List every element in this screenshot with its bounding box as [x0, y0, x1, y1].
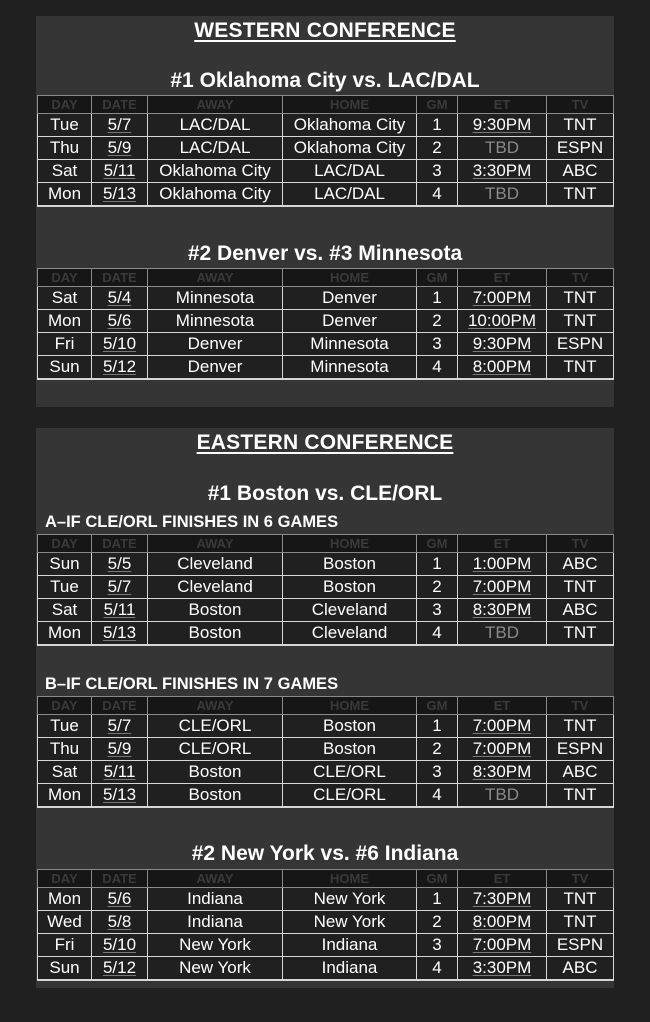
series-title: #2 New York vs. #6 Indiana	[191, 842, 459, 865]
column-header-date: DATE	[92, 96, 148, 114]
cell-tv: ESPN	[547, 137, 614, 160]
scenario-label: B–IF CLE/ORL FINISHES IN 7 GAMES	[45, 675, 339, 693]
cell-away: Oklahoma City	[148, 160, 283, 183]
cell-date: 5/13	[92, 183, 148, 207]
cell-home: Oklahoma City	[283, 114, 417, 137]
header-row	[38, 96, 614, 114]
table-row	[38, 738, 614, 761]
cell-tv: TNT	[547, 888, 614, 911]
header-row	[38, 870, 614, 888]
cell-date: 5/6	[92, 310, 148, 333]
western-conference-panel	[36, 16, 614, 407]
cell-day: Mon	[38, 310, 92, 333]
cell-date: 5/12	[92, 356, 148, 380]
cell-date: 5/11	[92, 160, 148, 183]
cell-date: 5/9	[92, 137, 148, 160]
cell-home: Oklahoma City	[283, 137, 417, 160]
cell-away: Denver	[148, 333, 283, 356]
cell-et: 9:30PM	[458, 333, 547, 356]
cell-et: 7:00PM	[458, 738, 547, 761]
cell-gm: 3	[417, 599, 458, 622]
cell-gm: 1	[417, 114, 458, 137]
table-row	[38, 137, 614, 160]
cell-date: 5/10	[92, 333, 148, 356]
cell-home: Boston	[283, 576, 417, 599]
column-header-tv: TV	[547, 535, 614, 553]
cell-away: Cleveland	[148, 553, 283, 576]
table-row	[38, 576, 614, 599]
column-header-day: DAY	[38, 535, 92, 553]
cell-date: 5/5	[92, 553, 148, 576]
cell-home: Boston	[283, 553, 417, 576]
cell-gm: 3	[417, 934, 458, 957]
cell-away: Boston	[148, 784, 283, 808]
cell-home: New York	[283, 888, 417, 911]
column-header-away: AWAY	[148, 96, 283, 114]
cell-day: Sat	[38, 160, 92, 183]
cell-date: 5/7	[92, 576, 148, 599]
cell-day: Fri	[38, 934, 92, 957]
table-row	[38, 183, 614, 207]
column-header-et: ET	[458, 697, 547, 715]
cell-tv: TNT	[547, 911, 614, 934]
conference-title: EASTERN CONFERENCE	[196, 431, 454, 454]
column-header-gm: GM	[417, 96, 458, 114]
header-row	[38, 697, 614, 715]
column-header-date: DATE	[92, 870, 148, 888]
series-title: #1 Oklahoma City vs. LAC/DAL	[170, 69, 480, 92]
column-header-date: DATE	[92, 269, 148, 287]
cell-day: Thu	[38, 137, 92, 160]
column-header-home: HOME	[283, 697, 417, 715]
cell-et: 9:30PM	[458, 114, 547, 137]
cell-home: Denver	[283, 287, 417, 310]
cell-date: 5/10	[92, 934, 148, 957]
cell-et: 7:30PM	[458, 888, 547, 911]
cell-et: TBD	[458, 784, 547, 808]
header-row	[38, 535, 614, 553]
cell-date: 5/6	[92, 888, 148, 911]
cell-et: 7:00PM	[458, 715, 547, 738]
cell-date: 5/13	[92, 622, 148, 646]
column-header-home: HOME	[283, 269, 417, 287]
cell-gm: 2	[417, 310, 458, 333]
cell-date: 5/13	[92, 784, 148, 808]
cell-gm: 4	[417, 622, 458, 646]
table-row	[38, 333, 614, 356]
cell-et: 8:30PM	[458, 761, 547, 784]
table-row	[38, 784, 614, 808]
cell-home: Boston	[283, 715, 417, 738]
cell-away: Cleveland	[148, 576, 283, 599]
cell-gm: 3	[417, 160, 458, 183]
cell-et: 3:30PM	[458, 160, 547, 183]
cell-date: 5/7	[92, 114, 148, 137]
cell-gm: 1	[417, 553, 458, 576]
column-header-away: AWAY	[148, 870, 283, 888]
cell-away: Boston	[148, 761, 283, 784]
cell-home: Indiana	[283, 957, 417, 981]
table-row	[38, 599, 614, 622]
cell-date: 5/8	[92, 911, 148, 934]
cell-away: LAC/DAL	[148, 137, 283, 160]
cell-tv: ESPN	[547, 333, 614, 356]
cell-date: 5/7	[92, 715, 148, 738]
cell-gm: 4	[417, 356, 458, 380]
cell-gm: 2	[417, 738, 458, 761]
cell-away: Denver	[148, 356, 283, 380]
cell-tv: TNT	[547, 310, 614, 333]
cell-day: Sat	[38, 287, 92, 310]
column-header-gm: GM	[417, 697, 458, 715]
cell-day: Tue	[38, 114, 92, 137]
cell-gm: 1	[417, 888, 458, 911]
column-header-home: HOME	[283, 870, 417, 888]
cell-gm: 1	[417, 287, 458, 310]
cell-et: TBD	[458, 183, 547, 207]
table-row	[38, 715, 614, 738]
cell-away: Indiana	[148, 911, 283, 934]
cell-tv: ESPN	[547, 738, 614, 761]
cell-day: Thu	[38, 738, 92, 761]
column-header-et: ET	[458, 535, 547, 553]
cell-home: Minnesota	[283, 356, 417, 380]
table-row	[38, 911, 614, 934]
column-header-gm: GM	[417, 870, 458, 888]
cell-home: LAC/DAL	[283, 183, 417, 207]
cell-away: Boston	[148, 622, 283, 646]
cell-home: Denver	[283, 310, 417, 333]
cell-home: Boston	[283, 738, 417, 761]
cell-gm: 4	[417, 784, 458, 808]
cell-tv: ABC	[547, 599, 614, 622]
table-row	[38, 310, 614, 333]
cell-home: LAC/DAL	[283, 160, 417, 183]
cell-gm: 2	[417, 137, 458, 160]
cell-tv: TNT	[547, 356, 614, 380]
cell-tv: ABC	[547, 957, 614, 981]
cell-day: Sat	[38, 599, 92, 622]
schedule-table	[37, 696, 614, 808]
cell-gm: 3	[417, 761, 458, 784]
cell-day: Tue	[38, 576, 92, 599]
column-header-tv: TV	[547, 96, 614, 114]
cell-et: 7:00PM	[458, 576, 547, 599]
cell-home: Indiana	[283, 934, 417, 957]
cell-date: 5/12	[92, 957, 148, 981]
cell-gm: 2	[417, 576, 458, 599]
schedule-table	[37, 268, 614, 380]
cell-home: Minnesota	[283, 333, 417, 356]
cell-day: Sun	[38, 553, 92, 576]
cell-day: Tue	[38, 715, 92, 738]
column-header-day: DAY	[38, 269, 92, 287]
cell-day: Mon	[38, 888, 92, 911]
column-header-date: DATE	[92, 697, 148, 715]
cell-home: CLE/ORL	[283, 761, 417, 784]
schedule-table	[37, 95, 614, 207]
table-row	[38, 934, 614, 957]
conference-title: WESTERN CONFERENCE	[194, 19, 456, 42]
table-row	[38, 553, 614, 576]
cell-away: LAC/DAL	[148, 114, 283, 137]
column-header-tv: TV	[547, 269, 614, 287]
cell-tv: TNT	[547, 715, 614, 738]
cell-day: Wed	[38, 911, 92, 934]
cell-away: Boston	[148, 599, 283, 622]
cell-gm: 3	[417, 333, 458, 356]
column-header-away: AWAY	[148, 269, 283, 287]
cell-home: Cleveland	[283, 599, 417, 622]
cell-et: 8:00PM	[458, 911, 547, 934]
cell-home: New York	[283, 911, 417, 934]
cell-et: TBD	[458, 622, 547, 646]
cell-day: Mon	[38, 183, 92, 207]
cell-date: 5/9	[92, 738, 148, 761]
cell-tv: TNT	[547, 576, 614, 599]
cell-tv: TNT	[547, 784, 614, 808]
cell-tv: TNT	[547, 114, 614, 137]
cell-tv: TNT	[547, 183, 614, 207]
cell-away: New York	[148, 934, 283, 957]
column-header-away: AWAY	[148, 697, 283, 715]
cell-et: 10:00PM	[458, 310, 547, 333]
schedule-table	[37, 869, 614, 981]
column-header-tv: TV	[547, 697, 614, 715]
cell-away: Minnesota	[148, 310, 283, 333]
series-title: #1 Boston vs. CLE/ORL	[207, 482, 443, 505]
cell-tv: ESPN	[547, 934, 614, 957]
cell-date: 5/4	[92, 287, 148, 310]
cell-tv: ABC	[547, 160, 614, 183]
series-title: #2 Denver vs. #3 Minnesota	[187, 242, 463, 265]
cell-home: Cleveland	[283, 622, 417, 646]
column-header-day: DAY	[38, 96, 92, 114]
cell-et: 3:30PM	[458, 957, 547, 981]
cell-day: Mon	[38, 784, 92, 808]
column-header-home: HOME	[283, 96, 417, 114]
cell-home: CLE/ORL	[283, 784, 417, 808]
table-row	[38, 761, 614, 784]
table-row	[38, 287, 614, 310]
column-header-et: ET	[458, 96, 547, 114]
cell-away: Minnesota	[148, 287, 283, 310]
table-row	[38, 356, 614, 380]
cell-date: 5/11	[92, 761, 148, 784]
cell-et: 8:00PM	[458, 356, 547, 380]
cell-gm: 1	[417, 715, 458, 738]
cell-away: New York	[148, 957, 283, 981]
cell-et: 7:00PM	[458, 287, 547, 310]
table-row	[38, 888, 614, 911]
cell-day: Sun	[38, 356, 92, 380]
column-header-day: DAY	[38, 697, 92, 715]
cell-tv: ABC	[547, 553, 614, 576]
table-row	[38, 957, 614, 981]
cell-day: Mon	[38, 622, 92, 646]
column-header-gm: GM	[417, 535, 458, 553]
header-row	[38, 269, 614, 287]
column-header-home: HOME	[283, 535, 417, 553]
cell-gm: 2	[417, 911, 458, 934]
column-header-et: ET	[458, 269, 547, 287]
cell-away: Oklahoma City	[148, 183, 283, 207]
schedule-table	[37, 534, 614, 646]
column-header-day: DAY	[38, 870, 92, 888]
table-row	[38, 160, 614, 183]
table-row	[38, 622, 614, 646]
column-header-date: DATE	[92, 535, 148, 553]
cell-et: TBD	[458, 137, 547, 160]
scenario-label: A–IF CLE/ORL FINISHES IN 6 GAMES	[45, 513, 339, 531]
cell-day: Sun	[38, 957, 92, 981]
cell-day: Fri	[38, 333, 92, 356]
column-header-tv: TV	[547, 870, 614, 888]
cell-tv: ABC	[547, 761, 614, 784]
cell-away: CLE/ORL	[148, 715, 283, 738]
column-header-et: ET	[458, 870, 547, 888]
cell-et: 1:00PM	[458, 553, 547, 576]
cell-tv: TNT	[547, 287, 614, 310]
cell-tv: TNT	[547, 622, 614, 646]
cell-away: Indiana	[148, 888, 283, 911]
cell-gm: 4	[417, 183, 458, 207]
column-header-gm: GM	[417, 269, 458, 287]
cell-away: CLE/ORL	[148, 738, 283, 761]
table-row	[38, 114, 614, 137]
cell-et: 8:30PM	[458, 599, 547, 622]
eastern-conference-panel	[36, 428, 614, 988]
cell-gm: 4	[417, 957, 458, 981]
cell-day: Sat	[38, 761, 92, 784]
column-header-away: AWAY	[148, 535, 283, 553]
cell-date: 5/11	[92, 599, 148, 622]
cell-et: 7:00PM	[458, 934, 547, 957]
